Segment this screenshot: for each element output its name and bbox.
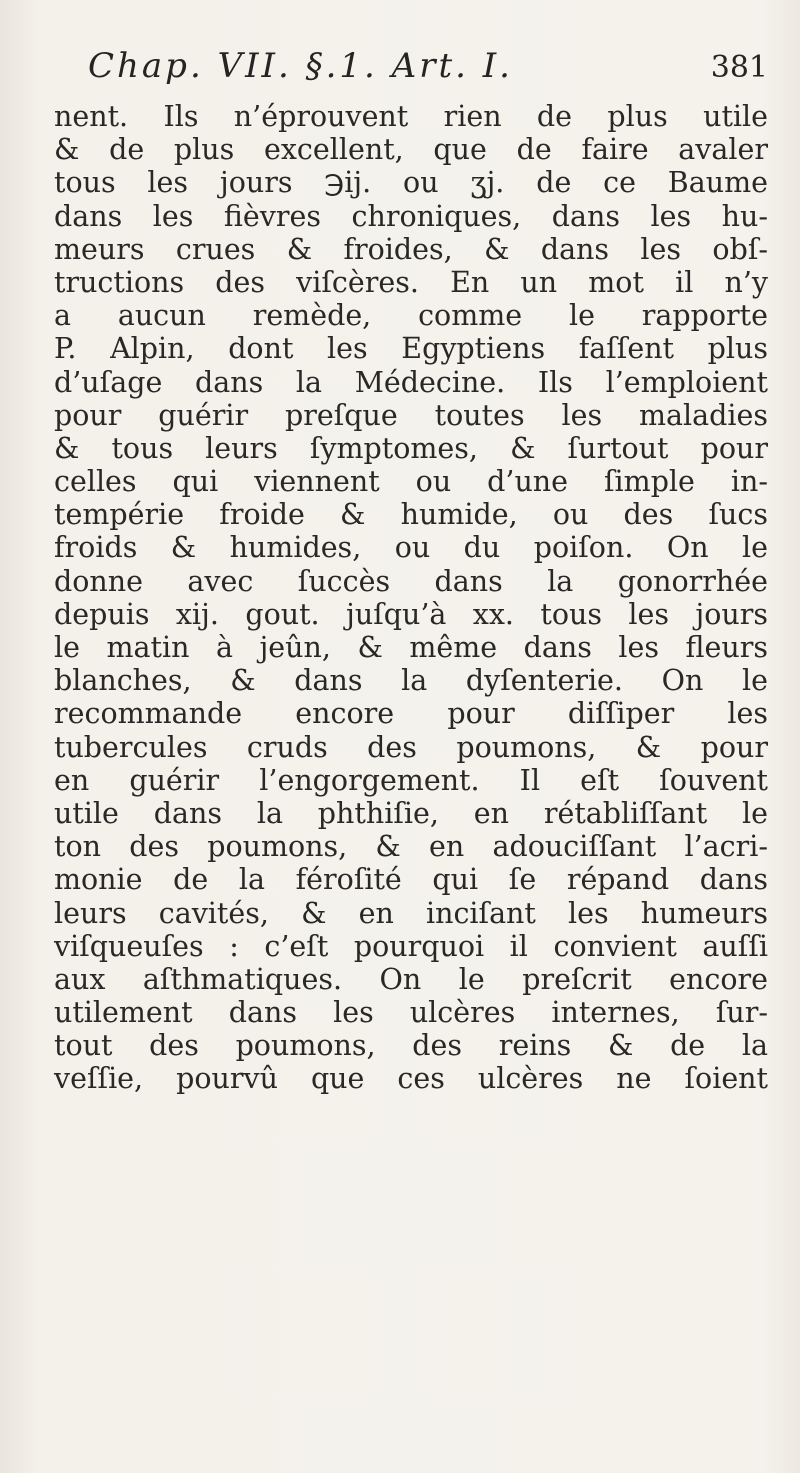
text-line: donne avec ſuccès dans la gonorrhée (54, 564, 768, 598)
text-line: aux aſthmatiques. On le preſcrit encore (54, 962, 768, 996)
text-line: & de plus excellent, que de faire avaler (54, 133, 768, 167)
text-line: nent. Ils n’éprouvent rien de plus utile (54, 100, 768, 133)
text-line: froids & humides, ou du poiſon. On le (54, 531, 768, 565)
text-line: tructions des viſcères. En un mot il n’y (54, 265, 768, 299)
text-line: a aucun remède, comme le rapporte (54, 299, 768, 333)
text-line: utile dans la phthiſie, en rétabliſſant le (54, 796, 768, 830)
text-line: pour guérir preſque toutes les maladies (54, 398, 768, 432)
body-text (54, 100, 768, 1096)
text-line: d’uſage dans la Médecine. Ils l’emploient (54, 365, 768, 399)
text-line: viſqueuſes : c’eſt pourquoi il convient auſſi (54, 929, 768, 963)
page-header (88, 40, 768, 96)
text-line: leurs cavités, & en inciſant les humeurs (54, 896, 768, 930)
text-line: P. Alpin, dont les Egyptiens faſſent plus (54, 332, 768, 366)
text-line: en guérir l’engorgement. Il eſt ſouvent (54, 763, 768, 797)
text-line: recommande encore pour diſſiper les (54, 697, 768, 731)
text-line: tous les jours ℈ij. ou ʒj. de ce Baume (54, 166, 768, 200)
text-line: ton des poumons, & en adouciſſant l’acri- (54, 830, 768, 864)
text-line: depuis xij. gout. juſqu’à xx. tous les jours (54, 597, 768, 631)
text-line: utilement dans les ulcères internes, ſur- (54, 996, 768, 1030)
text-line: dans les fièvres chroniques, dans les hu- (54, 199, 768, 233)
text-line: tout des poumons, des reins & de la (54, 1029, 768, 1063)
text-line: & tous leurs ſymptomes, & ſurtout pour (54, 431, 768, 465)
running-head: Chap. VII. §.1. Art. I. (88, 46, 513, 86)
text-line: le matin à jeûn, & même dans les fleurs (54, 631, 768, 664)
text-line: veſſie, pourvû que ces ulcères ne ſoient (54, 1062, 768, 1096)
text-line: tubercules cruds des poumons, & pour (54, 730, 768, 764)
text-line: celles qui viennent ou d’une ſimple in- (54, 465, 768, 499)
text-line: meurs crues & froides, & dans les obſ- (54, 232, 768, 266)
page-number: 381 (710, 50, 768, 85)
text-line: tempérie froide & humide, ou des ſucs (54, 498, 768, 532)
text-line: monie de la féroſité qui ſe répand dans (54, 863, 768, 897)
text-line: blanches, & dans la dyſenterie. On le (54, 664, 768, 698)
